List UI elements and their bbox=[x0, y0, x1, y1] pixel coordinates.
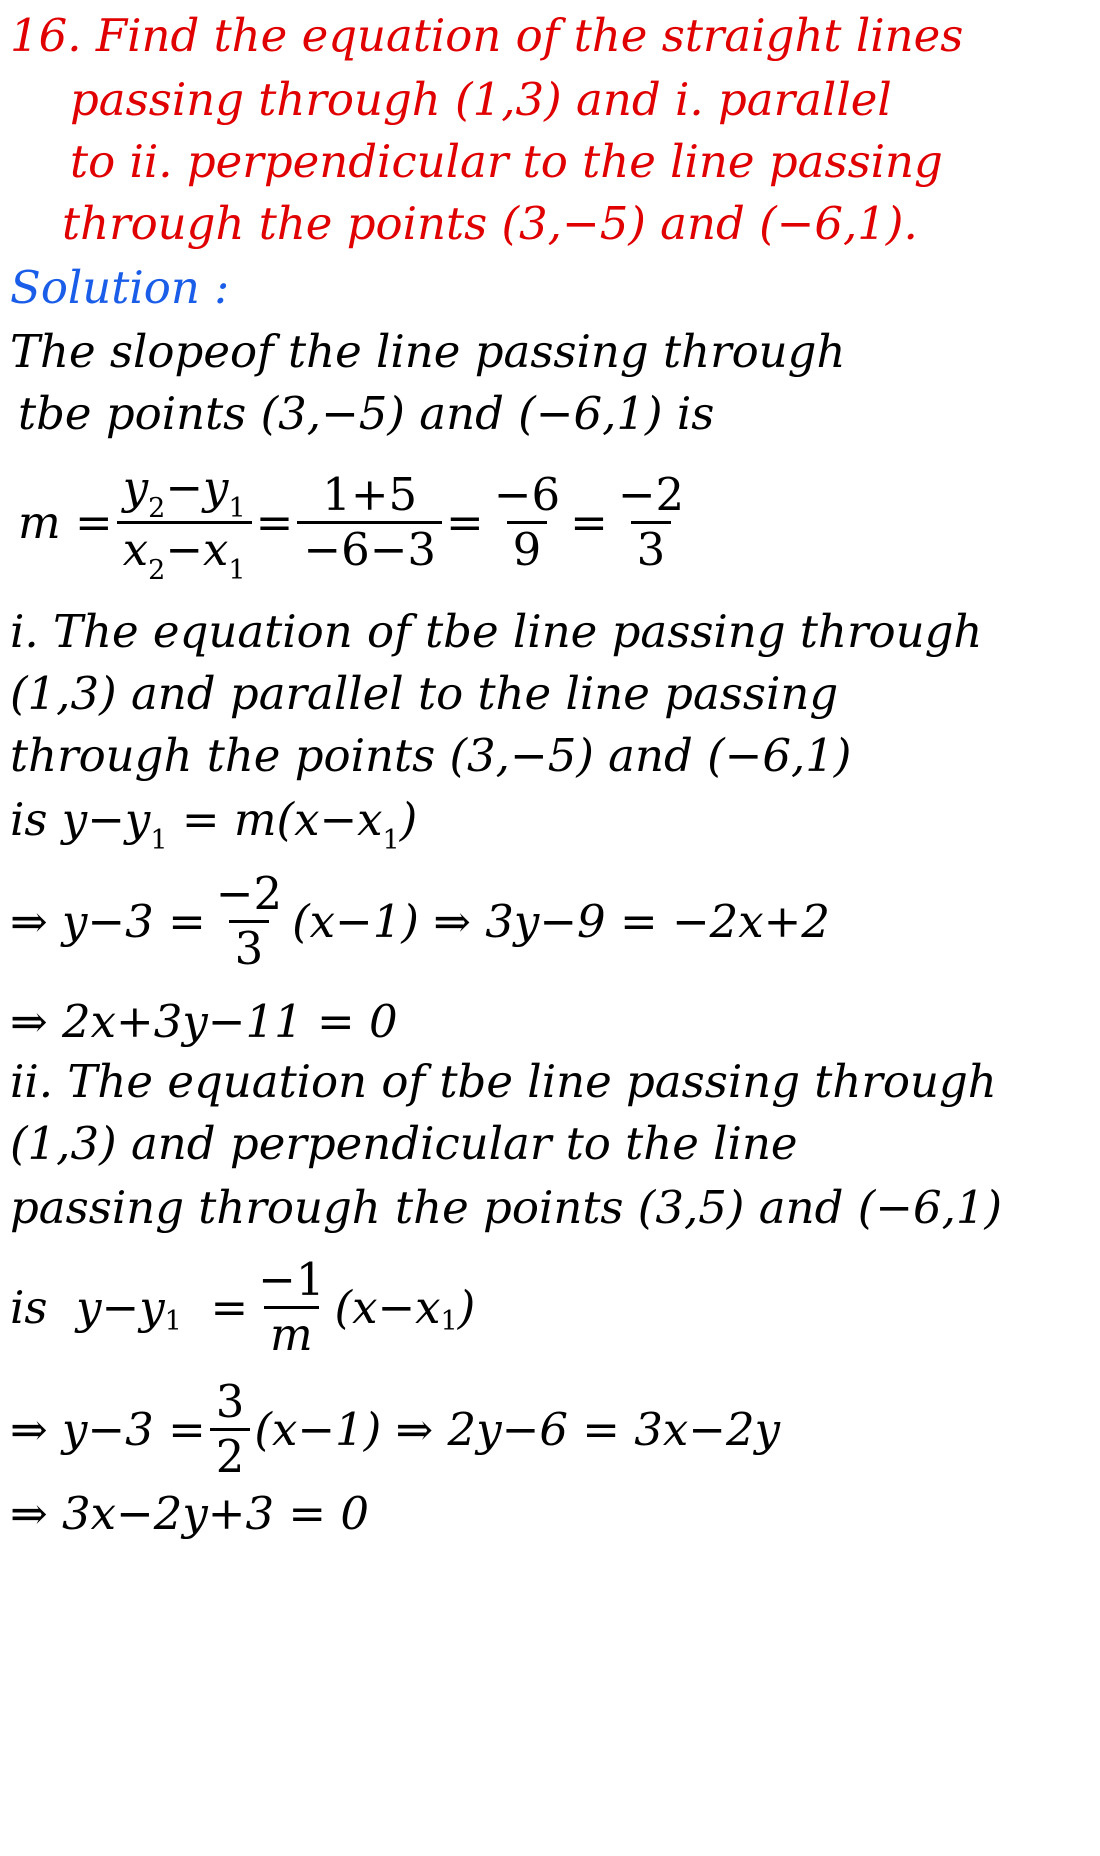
problem-line-1: 16. Find the equation of the straight lines bbox=[10, 9, 964, 62]
part-ii-slope-fraction: $\frac{3}{2}$ bbox=[210, 1376, 251, 1483]
slope-equation bbox=[18, 461, 694, 586]
equals-sign: = bbox=[446, 495, 484, 549]
part-i-formula: is $y-y_1 = m(x-x_1)$ bbox=[10, 793, 418, 856]
slope-fraction-values: $\frac{1+5}{-6-3}$ bbox=[297, 469, 442, 576]
slope-m-label: m = bbox=[18, 495, 113, 549]
slope-intro-line-2: tbe points (3,−5) and (−6,1) is bbox=[18, 387, 715, 440]
problem-line-4: through the points (3,−5) and (−6,1). bbox=[62, 197, 918, 250]
part-i-line-1: i. The equation of tbe line passing through bbox=[10, 605, 983, 658]
part-ii-line-2: (1,3) and perpendicular to the line bbox=[10, 1117, 798, 1170]
part-i-line-2: (1,3) and parallel to the line passing bbox=[10, 667, 839, 720]
solution-label: Solution : bbox=[10, 261, 230, 314]
part-i-slope-fraction: $\frac{-2}{3}$ bbox=[215, 867, 283, 975]
part-ii-step-1: ⇒ y−3 = $\frac{3}{2}$ (x−1) ⇒ 2y−6 = 3x−2y bbox=[10, 1375, 781, 1483]
slope-fraction-simplified: $\frac{-6}{9}$ bbox=[493, 468, 561, 576]
part-i-step-1: ⇒ y−3 = $\frac{-2}{3}$ (x−1) ⇒ 3y−9 = −2x+2 bbox=[10, 867, 831, 975]
part-ii-negative-reciprocal-fraction: $\frac{-1}{m}$ bbox=[258, 1253, 325, 1361]
part-i-line-3: through the points (3,−5) and (−6,1) bbox=[10, 729, 852, 782]
problem-line-3: to ii. perpendicular to the line passing bbox=[70, 135, 943, 188]
slope-intro-line-1: The slopeof the line passing through bbox=[10, 325, 846, 378]
part-ii-result: ⇒ 3x−2y+3 = 0 bbox=[10, 1487, 370, 1540]
problem-line-2: passing through (1,3) and i. parallel bbox=[70, 73, 892, 126]
part-ii-formula: is y−y 1 = $\frac{-1}{m}$ (x−x 1 ) bbox=[10, 1253, 476, 1361]
slope-fraction-final: $\frac{-2}{3}$ bbox=[617, 468, 685, 576]
equals-sign: = bbox=[570, 495, 608, 549]
slope-fraction-general: $\frac{y_2-y_1}{x_2-x_1}$ bbox=[117, 462, 252, 583]
part-i-result: ⇒ 2x+3y−11 = 0 bbox=[10, 995, 398, 1048]
part-ii-line-3: passing through the points (3,5) and (−6,1) bbox=[10, 1181, 1003, 1234]
part-ii-line-1: ii. The equation of tbe line passing through bbox=[10, 1055, 997, 1108]
equals-sign: = bbox=[255, 495, 294, 549]
